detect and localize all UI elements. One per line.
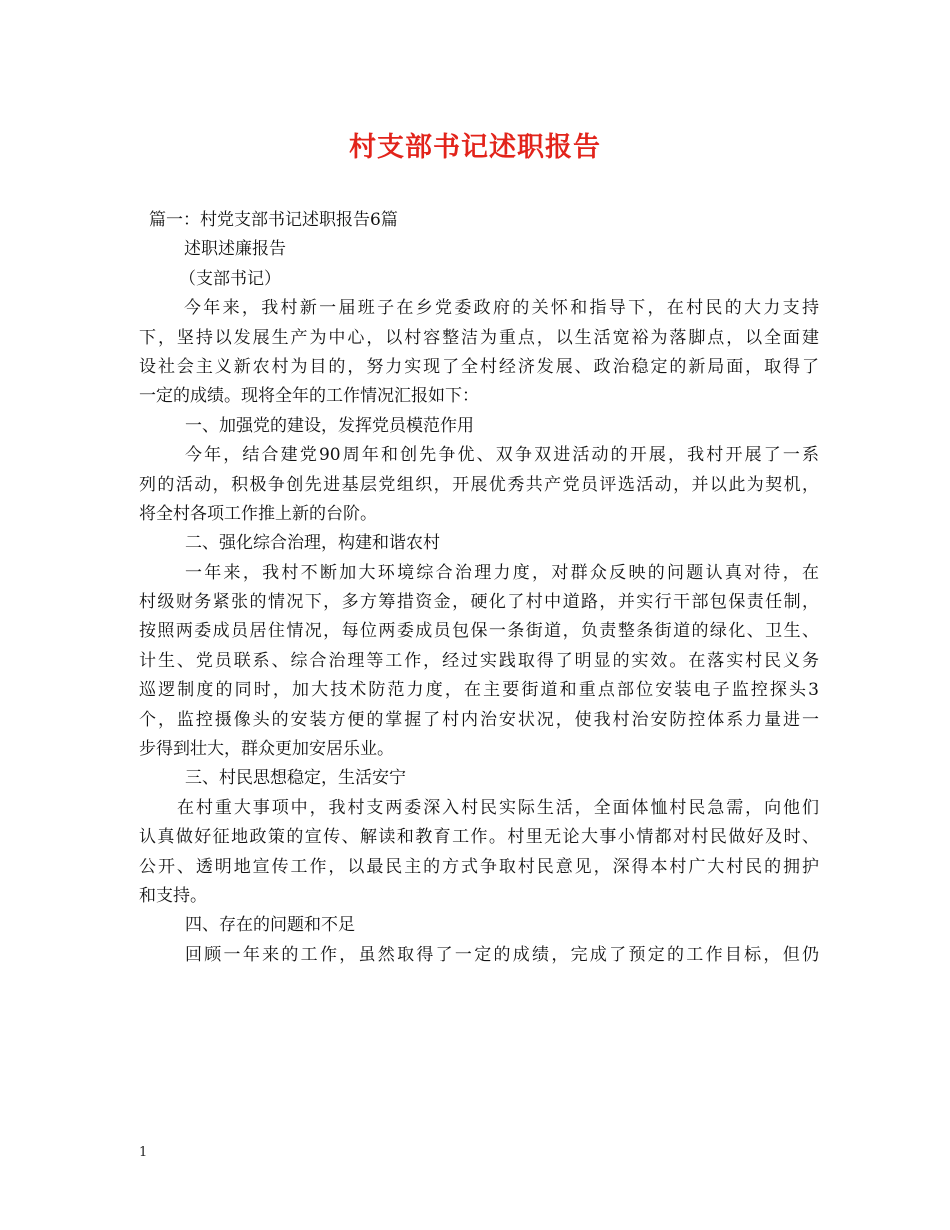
text-line: 公开、透明地宣传工作，以最民主的方式争取村民意见，深得本村广大村民的拥护: [139, 856, 819, 877]
text-line: 在村重大事项中，我村支两委深入村民实际生活，全面体恤村民急需，向他们: [177, 797, 819, 818]
text-line: 今年，结合建党90周年和创先争优、双争双进活动的开展，我村开展了一系: [185, 445, 819, 466]
text-line: 和支持。: [139, 885, 207, 906]
page-number: 1: [139, 1145, 148, 1160]
text-line: 篇一：村党支部书记述职报告6篇: [149, 210, 398, 230]
text-line: 一、加强党的建设，发挥党员模范作用: [185, 415, 474, 436]
text-line: 巡逻制度的同时，加大技术防范力度，在主要街道和重点部位安装电子监控探头3: [139, 680, 819, 701]
text-line: 个，监控摄像头的安装方便的掌握了村内治安状况，使我村治安防控体系力量进一: [139, 709, 819, 730]
text-line: 将全村各项工作推上新的台阶。: [139, 503, 377, 524]
text-line: 回顾一年来的工作，虽然取得了一定的成绩，完成了预定的工作目标，但仍: [185, 944, 819, 965]
text-line: 二、强化综合治理，构建和谐农村: [185, 533, 440, 554]
text-line: 按照两委成员居住情况，每位两委成员包保一条街道，负责整条街道的绿化、卫生、: [139, 621, 819, 642]
text-line: 设社会主义新农村为目的，努力实现了全村经济发展、政治稳定的新局面，取得了: [139, 356, 819, 377]
text-line: 一定的成绩。现将全年的工作情况汇报如下：: [139, 386, 479, 407]
text-line: 一年来，我村不断加大环境综合治理力度，对群众反映的问题认真对待，在: [185, 562, 819, 583]
text-line: （支部书记）: [179, 268, 281, 289]
text-line: 三、村民思想稳定，生活安宁: [185, 768, 406, 789]
document-body: [139, 206, 819, 970]
text-line: 村级财务紧张的情况下，多方筹措资金，硬化了村中道路，并实行干部包保责任制，: [139, 592, 819, 613]
text-line: 下，坚持以发展生产为中心，以村容整洁为重点，以生活宽裕为落脚点，以全面建: [139, 327, 819, 348]
text-line: 述职述廉报告: [184, 239, 286, 260]
text-line: 四、存在的问题和不足: [185, 915, 355, 936]
document-title: 村支部书记述职报告: [349, 132, 601, 163]
text-line: 计生、党员联系、综合治理等工作，经过实践取得了明显的实效。在落实村民义务: [139, 650, 819, 671]
text-line: 今年来，我村新一届班子在乡党委政府的关怀和指导下，在村民的大力支持: [184, 298, 819, 319]
text-line: 列的活动，积极争创先进基层党组织，开展优秀共产党员评选活动，并以此为契机，: [139, 474, 819, 495]
text-line: 步得到壮大，群众更加安居乐业。: [139, 739, 394, 760]
text-line: 认真做好征地政策的宣传、解读和教育工作。村里无论大事小情都对村民做好及时、: [139, 827, 819, 848]
